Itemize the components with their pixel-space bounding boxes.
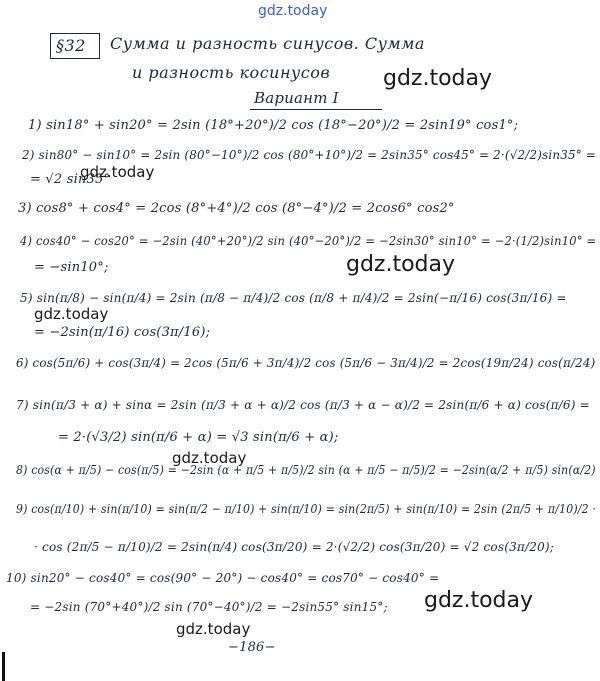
- watermark-5: gdz.today: [172, 449, 247, 467]
- solution-line-6: 6) cos(5π/6) + cos(3π/4) = 2cos (5π/6 + 3π/4)/2 cos (5π/6 − 3π/4)/2 = 2cos(19π/24) cos(π/24): [16, 356, 596, 370]
- solution-line-9a: 9) cos(π/10) + sin(π/10) = sin(π/2 − π/10) + sin(π/10) = sin(2π/5) + sin(π/10) = 2sin (2π/5 + π/10)/2 ·: [16, 502, 597, 516]
- solution-line-5a: 5) sin(π/8) − sin(π/4) = 2sin (π/8 − π/4)/2 cos (π/8 + π/4)/2 = 2sin(−π/16) cos(3π/16) =: [20, 291, 567, 305]
- section-title-line2: и разность косинусов: [132, 63, 331, 82]
- section-title-line1: Сумма и разность синусов. Сумма: [110, 34, 425, 53]
- watermark-4: gdz.today: [34, 305, 109, 323]
- watermark-7: gdz.today: [176, 620, 251, 638]
- watermark-2: gdz.today: [80, 163, 155, 181]
- solution-line-7b: = 2·(√3/2) sin(π/6 + α) = √3 sin(π/6 + α);: [58, 430, 339, 445]
- solution-line-10b: = −2sin (70°+40°)/2 sin (70°−40°)/2 = −2sin55° sin15°;: [30, 600, 388, 614]
- solution-line-9b: · cos (2π/5 − π/10)/2 = 2sin(π/4) cos(3π/20) = 2·(√2/2) cos(3π/20) = √2 cos(3π/20);: [34, 540, 555, 554]
- solution-line-5b: = −2sin(π/16) cos(3π/16);: [34, 325, 211, 340]
- section-number: §32: [56, 36, 86, 55]
- watermark-6: gdz.today: [424, 588, 534, 613]
- solution-line-8: 8) cos(α + π/5) − cos(π/5) = −2sin (α + π/5 + π/5)/2 sin (α + π/5 − π/5)/2 = −2sin(α/2 + π/5) sin(α/2): [16, 463, 596, 477]
- variant-heading: Вариант I: [254, 89, 339, 107]
- left-edge-bar: [2, 652, 5, 681]
- solution-line-3: 3) cos8° + cos4° = 2cos (8°+4°)/2 cos (8°−4°)/2 = 2cos6° cos2°: [18, 201, 455, 216]
- solution-line-2b: = √2 sin35°: [30, 172, 111, 187]
- variant-underline: [250, 109, 382, 110]
- watermark-1: gdz.today: [383, 66, 493, 91]
- solution-line-4a: 4) cos40° − cos20° = −2sin (40°+20°)/2 sin (40°−20°)/2 = −2sin30° sin10° = −2·(1/2)sin10° =: [20, 234, 597, 248]
- watermark-3: gdz.today: [346, 252, 456, 277]
- page-number: −186−: [228, 640, 276, 655]
- solution-line-10a: 10) sin20° − cos40° = cos(90° − 20°) − cos40° = cos70° − cos40° =: [6, 571, 440, 585]
- solution-line-1: 1) sin18° + sin20° = 2sin (18°+20°)/2 cos (18°−20°)/2 = 2sin19° cos1°;: [28, 118, 519, 133]
- solution-line-4b: = −sin10°;: [34, 260, 109, 275]
- solution-line-2a: 2) sin80° − sin10° = 2sin (80°−10°)/2 cos (80°+10°)/2 = 2sin35° cos45° = 2·(√2/2)sin35° =: [22, 148, 597, 162]
- solution-line-7a: 7) sin(π/3 + α) + sinα = 2sin (π/3 + α + α)/2 cos (π/3 + α − α)/2 = 2sin(π/6 + α) cos(π/6) =: [16, 398, 590, 412]
- watermark-top: gdz.today: [258, 3, 328, 19]
